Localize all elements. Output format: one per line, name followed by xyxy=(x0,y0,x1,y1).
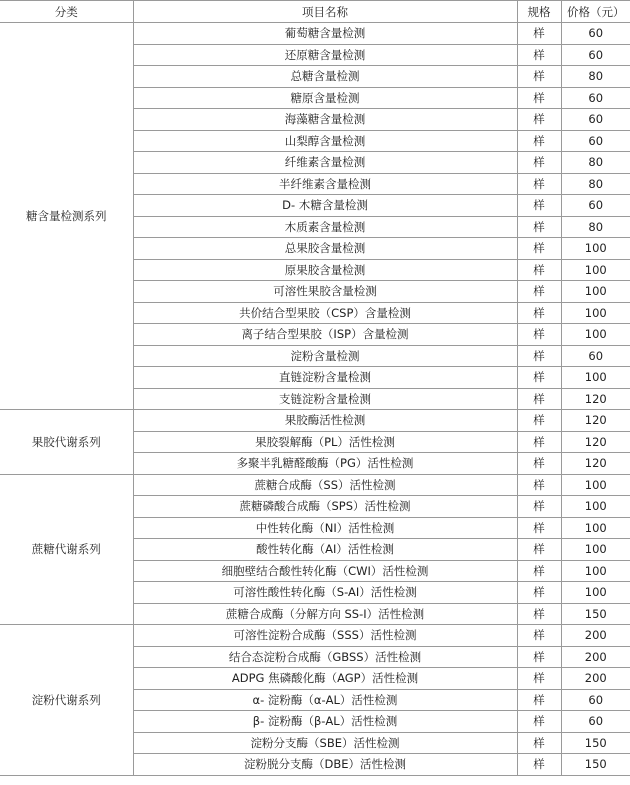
table-row xyxy=(0,474,630,496)
item-name-cell: 共价结合型果胶（CSP）含量检测 xyxy=(133,302,517,324)
spec-cell: 样 xyxy=(517,238,561,260)
price-cell: 120 xyxy=(561,431,630,453)
spec-cell: 样 xyxy=(517,216,561,238)
price-cell: 80 xyxy=(561,152,630,174)
item-name-cell: 中性转化酶（NI）活性检测 xyxy=(133,517,517,539)
item-name-cell: 总果胶含量检测 xyxy=(133,238,517,260)
item-name-cell: 直链淀粉含量检测 xyxy=(133,367,517,389)
price-cell: 100 xyxy=(561,582,630,604)
item-name-cell: 蔗糖磷酸合成酶（SPS）活性检测 xyxy=(133,496,517,518)
price-cell: 100 xyxy=(561,238,630,260)
item-name-cell: 淀粉含量检测 xyxy=(133,345,517,367)
spec-cell: 样 xyxy=(517,754,561,776)
spec-cell: 样 xyxy=(517,474,561,496)
price-cell: 100 xyxy=(561,302,630,324)
header-item-name: 项目名称 xyxy=(133,1,517,23)
spec-cell: 样 xyxy=(517,582,561,604)
spec-cell: 样 xyxy=(517,324,561,346)
spec-cell: 样 xyxy=(517,66,561,88)
spec-cell: 样 xyxy=(517,625,561,647)
price-cell: 200 xyxy=(561,646,630,668)
item-name-cell: 海藻糖含量检测 xyxy=(133,109,517,131)
item-name-cell: 离子结合型果胶（ISP）含量检测 xyxy=(133,324,517,346)
spec-cell: 样 xyxy=(517,302,561,324)
price-cell: 80 xyxy=(561,216,630,238)
item-name-cell: 蔗糖合成酶（SS）活性检测 xyxy=(133,474,517,496)
price-cell: 100 xyxy=(561,560,630,582)
item-name-cell: 山梨醇含量检测 xyxy=(133,130,517,152)
item-name-cell: ADPG 焦磷酸化酶（AGP）活性检测 xyxy=(133,668,517,690)
item-name-cell: β- 淀粉酶（β-AL）活性检测 xyxy=(133,711,517,733)
price-cell: 200 xyxy=(561,625,630,647)
item-name-cell: 原果胶含量检测 xyxy=(133,259,517,281)
price-cell: 80 xyxy=(561,173,630,195)
item-name-cell: 可溶性淀粉合成酶（SSS）活性检测 xyxy=(133,625,517,647)
item-name-cell: α- 淀粉酶（α-AL）活性检测 xyxy=(133,689,517,711)
price-cell: 60 xyxy=(561,195,630,217)
price-cell: 150 xyxy=(561,732,630,754)
spec-cell: 样 xyxy=(517,646,561,668)
spec-cell: 样 xyxy=(517,732,561,754)
item-name-cell: 果胶酶活性检测 xyxy=(133,410,517,432)
price-cell: 80 xyxy=(561,66,630,88)
spec-cell: 样 xyxy=(517,517,561,539)
spec-cell: 样 xyxy=(517,109,561,131)
spec-cell: 样 xyxy=(517,259,561,281)
category-cell: 果胶代谢系列 xyxy=(0,410,133,475)
price-cell: 60 xyxy=(561,23,630,45)
header-category: 分类 xyxy=(0,1,133,23)
item-name-cell: 蔗糖合成酶（分解方向 SS-I）活性检测 xyxy=(133,603,517,625)
category-cell: 淀粉代谢系列 xyxy=(0,625,133,776)
price-cell: 100 xyxy=(561,324,630,346)
spec-cell: 样 xyxy=(517,130,561,152)
spec-cell: 样 xyxy=(517,173,561,195)
table-header-row xyxy=(0,1,630,23)
item-name-cell: 葡萄糖含量检测 xyxy=(133,23,517,45)
table-row xyxy=(0,410,630,432)
spec-cell: 样 xyxy=(517,23,561,45)
price-cell: 60 xyxy=(561,109,630,131)
spec-cell: 样 xyxy=(517,453,561,475)
item-name-cell: 淀粉分支酶（SBE）活性检测 xyxy=(133,732,517,754)
item-name-cell: 纤维素含量检测 xyxy=(133,152,517,174)
spec-cell: 样 xyxy=(517,668,561,690)
table-body xyxy=(0,23,630,776)
item-name-cell: 木质素含量检测 xyxy=(133,216,517,238)
item-name-cell: 糖原含量检测 xyxy=(133,87,517,109)
spec-cell: 样 xyxy=(517,539,561,561)
price-cell: 120 xyxy=(561,453,630,475)
price-cell: 60 xyxy=(561,44,630,66)
spec-cell: 样 xyxy=(517,367,561,389)
price-cell: 60 xyxy=(561,87,630,109)
spec-cell: 样 xyxy=(517,388,561,410)
spec-cell: 样 xyxy=(517,345,561,367)
item-name-cell: D- 木糖含量检测 xyxy=(133,195,517,217)
spec-cell: 样 xyxy=(517,195,561,217)
price-cell: 60 xyxy=(561,130,630,152)
price-cell: 100 xyxy=(561,474,630,496)
spec-cell: 样 xyxy=(517,689,561,711)
item-name-cell: 总糖含量检测 xyxy=(133,66,517,88)
item-name-cell: 淀粉脱分支酶（DBE）活性检测 xyxy=(133,754,517,776)
header-spec: 规格 xyxy=(517,1,561,23)
item-name-cell: 细胞壁结合酸性转化酶（CWI）活性检测 xyxy=(133,560,517,582)
spec-cell: 样 xyxy=(517,431,561,453)
spec-cell: 样 xyxy=(517,603,561,625)
spec-cell: 样 xyxy=(517,281,561,303)
item-name-cell: 酸性转化酶（AI）活性检测 xyxy=(133,539,517,561)
price-cell: 100 xyxy=(561,367,630,389)
spec-cell: 样 xyxy=(517,44,561,66)
spec-cell: 样 xyxy=(517,711,561,733)
table-row xyxy=(0,23,630,45)
spec-cell: 样 xyxy=(517,496,561,518)
price-cell: 120 xyxy=(561,388,630,410)
item-name-cell: 结合态淀粉合成酶（GBSS）活性检测 xyxy=(133,646,517,668)
table-row xyxy=(0,625,630,647)
category-cell: 蔗糖代谢系列 xyxy=(0,474,133,625)
spec-cell: 样 xyxy=(517,560,561,582)
item-name-cell: 果胶裂解酶（PL）活性检测 xyxy=(133,431,517,453)
price-cell: 100 xyxy=(561,281,630,303)
item-name-cell: 可溶性酸性转化酶（S-AI）活性检测 xyxy=(133,582,517,604)
price-cell: 150 xyxy=(561,603,630,625)
header-price: 价格（元） xyxy=(561,1,630,23)
price-cell: 60 xyxy=(561,345,630,367)
item-name-cell: 半纤维素含量检测 xyxy=(133,173,517,195)
price-cell: 60 xyxy=(561,689,630,711)
item-name-cell: 可溶性果胶含量检测 xyxy=(133,281,517,303)
price-cell: 100 xyxy=(561,517,630,539)
price-cell: 100 xyxy=(561,539,630,561)
item-name-cell: 还原糖含量检测 xyxy=(133,44,517,66)
item-name-cell: 多聚半乳糖醛酸酶（PG）活性检测 xyxy=(133,453,517,475)
category-cell: 糖含量检测系列 xyxy=(0,23,133,410)
price-cell: 100 xyxy=(561,259,630,281)
price-cell: 60 xyxy=(561,711,630,733)
price-cell: 150 xyxy=(561,754,630,776)
spec-cell: 样 xyxy=(517,87,561,109)
item-name-cell: 支链淀粉含量检测 xyxy=(133,388,517,410)
price-cell: 100 xyxy=(561,496,630,518)
price-cell: 200 xyxy=(561,668,630,690)
spec-cell: 样 xyxy=(517,410,561,432)
spec-cell: 样 xyxy=(517,152,561,174)
price-cell: 120 xyxy=(561,410,630,432)
